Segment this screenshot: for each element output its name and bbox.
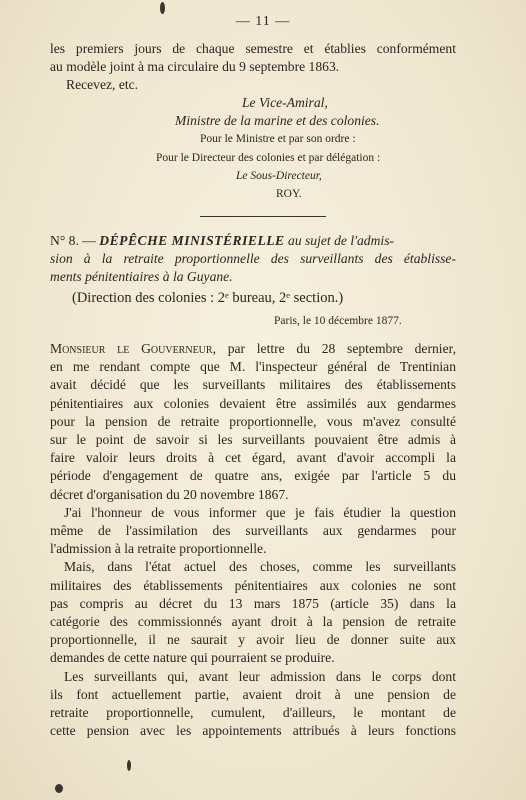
signature-name: ROY.	[276, 188, 302, 201]
paragraph-line: Mais, dans l'état actuel des choses, comme les surveillants	[64, 559, 456, 575]
dispatch-number: N° 8. —	[50, 233, 96, 248]
paragraph-text: par lettre du 28 septembre dernier,	[215, 341, 456, 356]
signature-block	[50, 94, 456, 203]
paragraph-line: en me rendant compte que M. l'inspecteur général de Trentinian	[50, 359, 456, 375]
dispatch-subject: au sujet de l'admis-	[284, 233, 395, 248]
signature-delegation: Pour le Directeur des colonies et par délégation :	[156, 151, 381, 164]
dispatch-date: Paris, le 10 décembre 1877.	[274, 315, 402, 328]
ink-spot-top	[160, 2, 165, 14]
paragraph-line: Les surveillants qui, avant leur admission dans le corps dont	[64, 668, 456, 684]
paragraph-line: pas compris au décret du 13 mars 1875 (article 35) dans la	[50, 595, 456, 611]
paragraph-line: pour la pension de retraite proportionnelle, vous m'avez consulté	[50, 413, 456, 429]
signature-title: Le Vice-Amiral,	[242, 95, 328, 110]
closing-formula: Recevez, etc.	[66, 77, 139, 93]
ink-spot-bottom	[127, 760, 131, 771]
page-number: — 11 —	[235, 14, 291, 29]
letter-body	[50, 340, 456, 740]
paragraph-line: décret d'organisation du 20 novembre 1867.	[50, 486, 289, 502]
paragraph-line: J'ai l'honneur de vous informer que je fais étudier la question	[64, 504, 456, 520]
paragraph-line: avait décidé que les surveillants militaires des établissements	[50, 377, 456, 393]
paragraph-line: catégorie des commissionnés ayant droit à la pension de retraite	[50, 614, 456, 630]
dispatch-heading	[50, 232, 456, 287]
paragraph-line: faire valoir leurs droits à cet égard, avant d'avoir accompli la	[50, 450, 456, 466]
paragraph-line: l'admission à la retraite proportionnelle.	[50, 541, 267, 557]
paragraph-line: même de l'assimilation des surveillants aux gendarmes pour	[50, 523, 456, 539]
intro-block	[50, 40, 456, 95]
paragraph-line: ils font actuellement partie, avaient droit à une pension de	[50, 686, 456, 702]
dispatch-title: DÉPÊCHE MINISTÉRIELLE	[99, 233, 285, 248]
signature-sous-directeur: Le Sous-Directeur,	[236, 169, 322, 182]
dispatch-subject-line: sion à la retraite proportionnelle des surveillants des établisse-	[50, 251, 456, 267]
signature-order: Pour le Ministre et par son ordre :	[200, 133, 356, 146]
paragraph-line	[50, 340, 456, 358]
paragraph-line: sur le point de savoir si les surveillants pouvaient être admis à	[50, 432, 456, 448]
signature-ministry: Ministre de la marine et des colonies.	[175, 113, 380, 129]
intro-line: les premiers jours de chaque semestre et établies conformément	[50, 41, 456, 56]
direction-block	[50, 289, 456, 330]
ink-spot-corner	[55, 784, 63, 793]
paragraph-line: cette pension avec les appointements attribués à leurs fonctions	[50, 723, 456, 739]
paragraph-line: demandes de cette nature qui pourraient se produire.	[50, 650, 335, 666]
dispatch-subject-line: ments pénitentiaires à la Guyane.	[50, 269, 233, 285]
intro-line: au modèle joint à ma circulaire du 9 septembre 1863.	[50, 59, 340, 75]
paragraph-line: proportionnelle, il ne saurait y avoir lieu de donner suite aux	[50, 632, 456, 648]
section-divider	[200, 216, 326, 217]
direction-note: (Direction des colonies : 2ᵉ bureau, 2ᵉ section.)	[72, 290, 344, 306]
salutation: Monsieur le Gouverneur,	[50, 341, 216, 356]
paragraph-line: retraite proportionnelle, cumulent, d'ailleurs, le montant de	[50, 705, 456, 721]
paragraph-line: période d'engagement de quatre ans, exigée par l'article 5 du	[50, 468, 456, 484]
paragraph-line: militaires des établissements pénitentiaires aux colonies ne sont	[50, 577, 456, 593]
paragraph-line: pénitentiaires aux colonies devaient être assimilés aux gendarmes	[50, 395, 456, 411]
